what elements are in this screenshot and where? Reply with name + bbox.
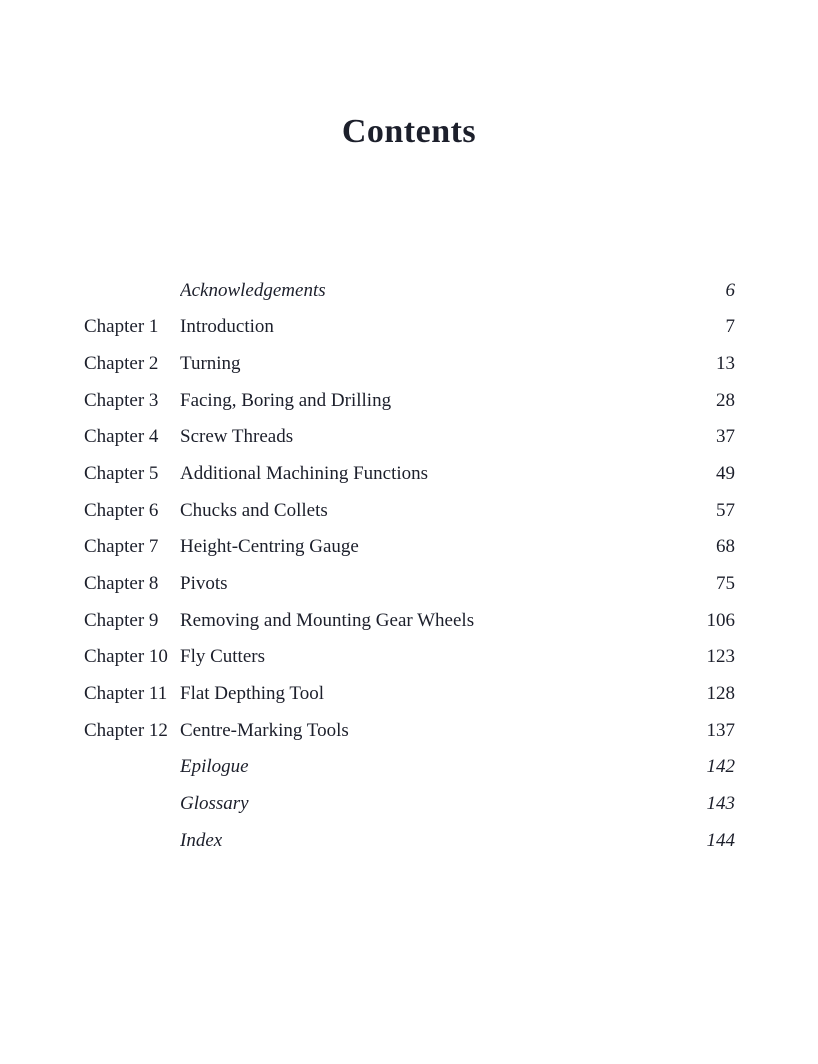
entry-title: Turning	[180, 352, 241, 374]
page-number: 68	[716, 536, 735, 558]
chapter-label: Chapter 7	[84, 536, 159, 558]
toc-entry	[84, 823, 735, 860]
entry-title: Height-Centring Gauge	[180, 536, 359, 558]
chapter-label: Chapter 10	[84, 646, 168, 668]
page-number: 137	[706, 719, 735, 741]
toc-entry	[84, 456, 735, 493]
entry-title: Centre-Marking Tools	[180, 719, 349, 741]
toc-entry	[84, 676, 735, 713]
entry-title: Acknowledgements	[180, 279, 326, 301]
entry-title: Introduction	[180, 316, 274, 338]
entry-title: Flat Depthing Tool	[180, 683, 324, 705]
toc-entry	[84, 419, 735, 456]
page-number: 144	[706, 829, 735, 851]
chapter-label: Chapter 4	[84, 426, 159, 448]
page-number: 49	[716, 462, 735, 484]
toc-entry	[84, 786, 735, 823]
chapter-label: Chapter 9	[84, 609, 159, 631]
chapter-label: Chapter 1	[84, 316, 159, 338]
chapter-label: Chapter 2	[84, 352, 159, 374]
toc-entry	[84, 529, 735, 566]
page-number: 143	[706, 793, 735, 815]
toc-entry	[84, 639, 735, 676]
entry-title: Epilogue	[180, 756, 249, 778]
toc-entry	[84, 712, 735, 749]
page-number: 6	[725, 279, 735, 301]
entry-title: Pivots	[180, 573, 228, 595]
entry-title: Fly Cutters	[180, 646, 265, 668]
page-number: 142	[706, 756, 735, 778]
entry-title: Facing, Boring and Drilling	[180, 389, 392, 411]
toc-entry	[84, 492, 735, 529]
toc-list	[0, 272, 818, 859]
entry-title: Chucks and Collets	[180, 499, 328, 521]
page-title: Contents	[341, 113, 477, 150]
chapter-label: Chapter 11	[84, 683, 168, 705]
page-number: 37	[716, 426, 735, 448]
entry-title: Index	[180, 829, 223, 851]
chapter-label: Chapter 5	[84, 462, 159, 484]
page-number: 57	[716, 499, 735, 521]
page-number: 13	[716, 352, 735, 374]
toc-entry	[84, 309, 735, 346]
page-number: 123	[706, 646, 735, 668]
page-number: 106	[706, 609, 735, 631]
toc-entry	[84, 602, 735, 639]
toc-entry	[84, 566, 735, 603]
toc-entry	[84, 382, 735, 419]
page-number: 128	[706, 683, 735, 705]
page-number: 7	[725, 316, 735, 338]
entry-title: Removing and Mounting Gear Wheels	[180, 609, 475, 631]
page-number: 75	[716, 573, 735, 595]
page-number: 28	[716, 389, 735, 411]
toc-entry	[84, 749, 735, 786]
entry-title: Glossary	[180, 793, 249, 815]
chapter-label: Chapter 3	[84, 389, 159, 411]
toc-entry	[84, 346, 735, 383]
toc-entry	[84, 272, 735, 309]
chapter-label: Chapter 6	[84, 499, 159, 521]
chapter-label: Chapter 8	[84, 573, 159, 595]
chapter-label: Chapter 12	[84, 719, 168, 741]
entry-title: Screw Threads	[180, 426, 294, 448]
entry-title: Additional Machining Functions	[180, 462, 429, 484]
